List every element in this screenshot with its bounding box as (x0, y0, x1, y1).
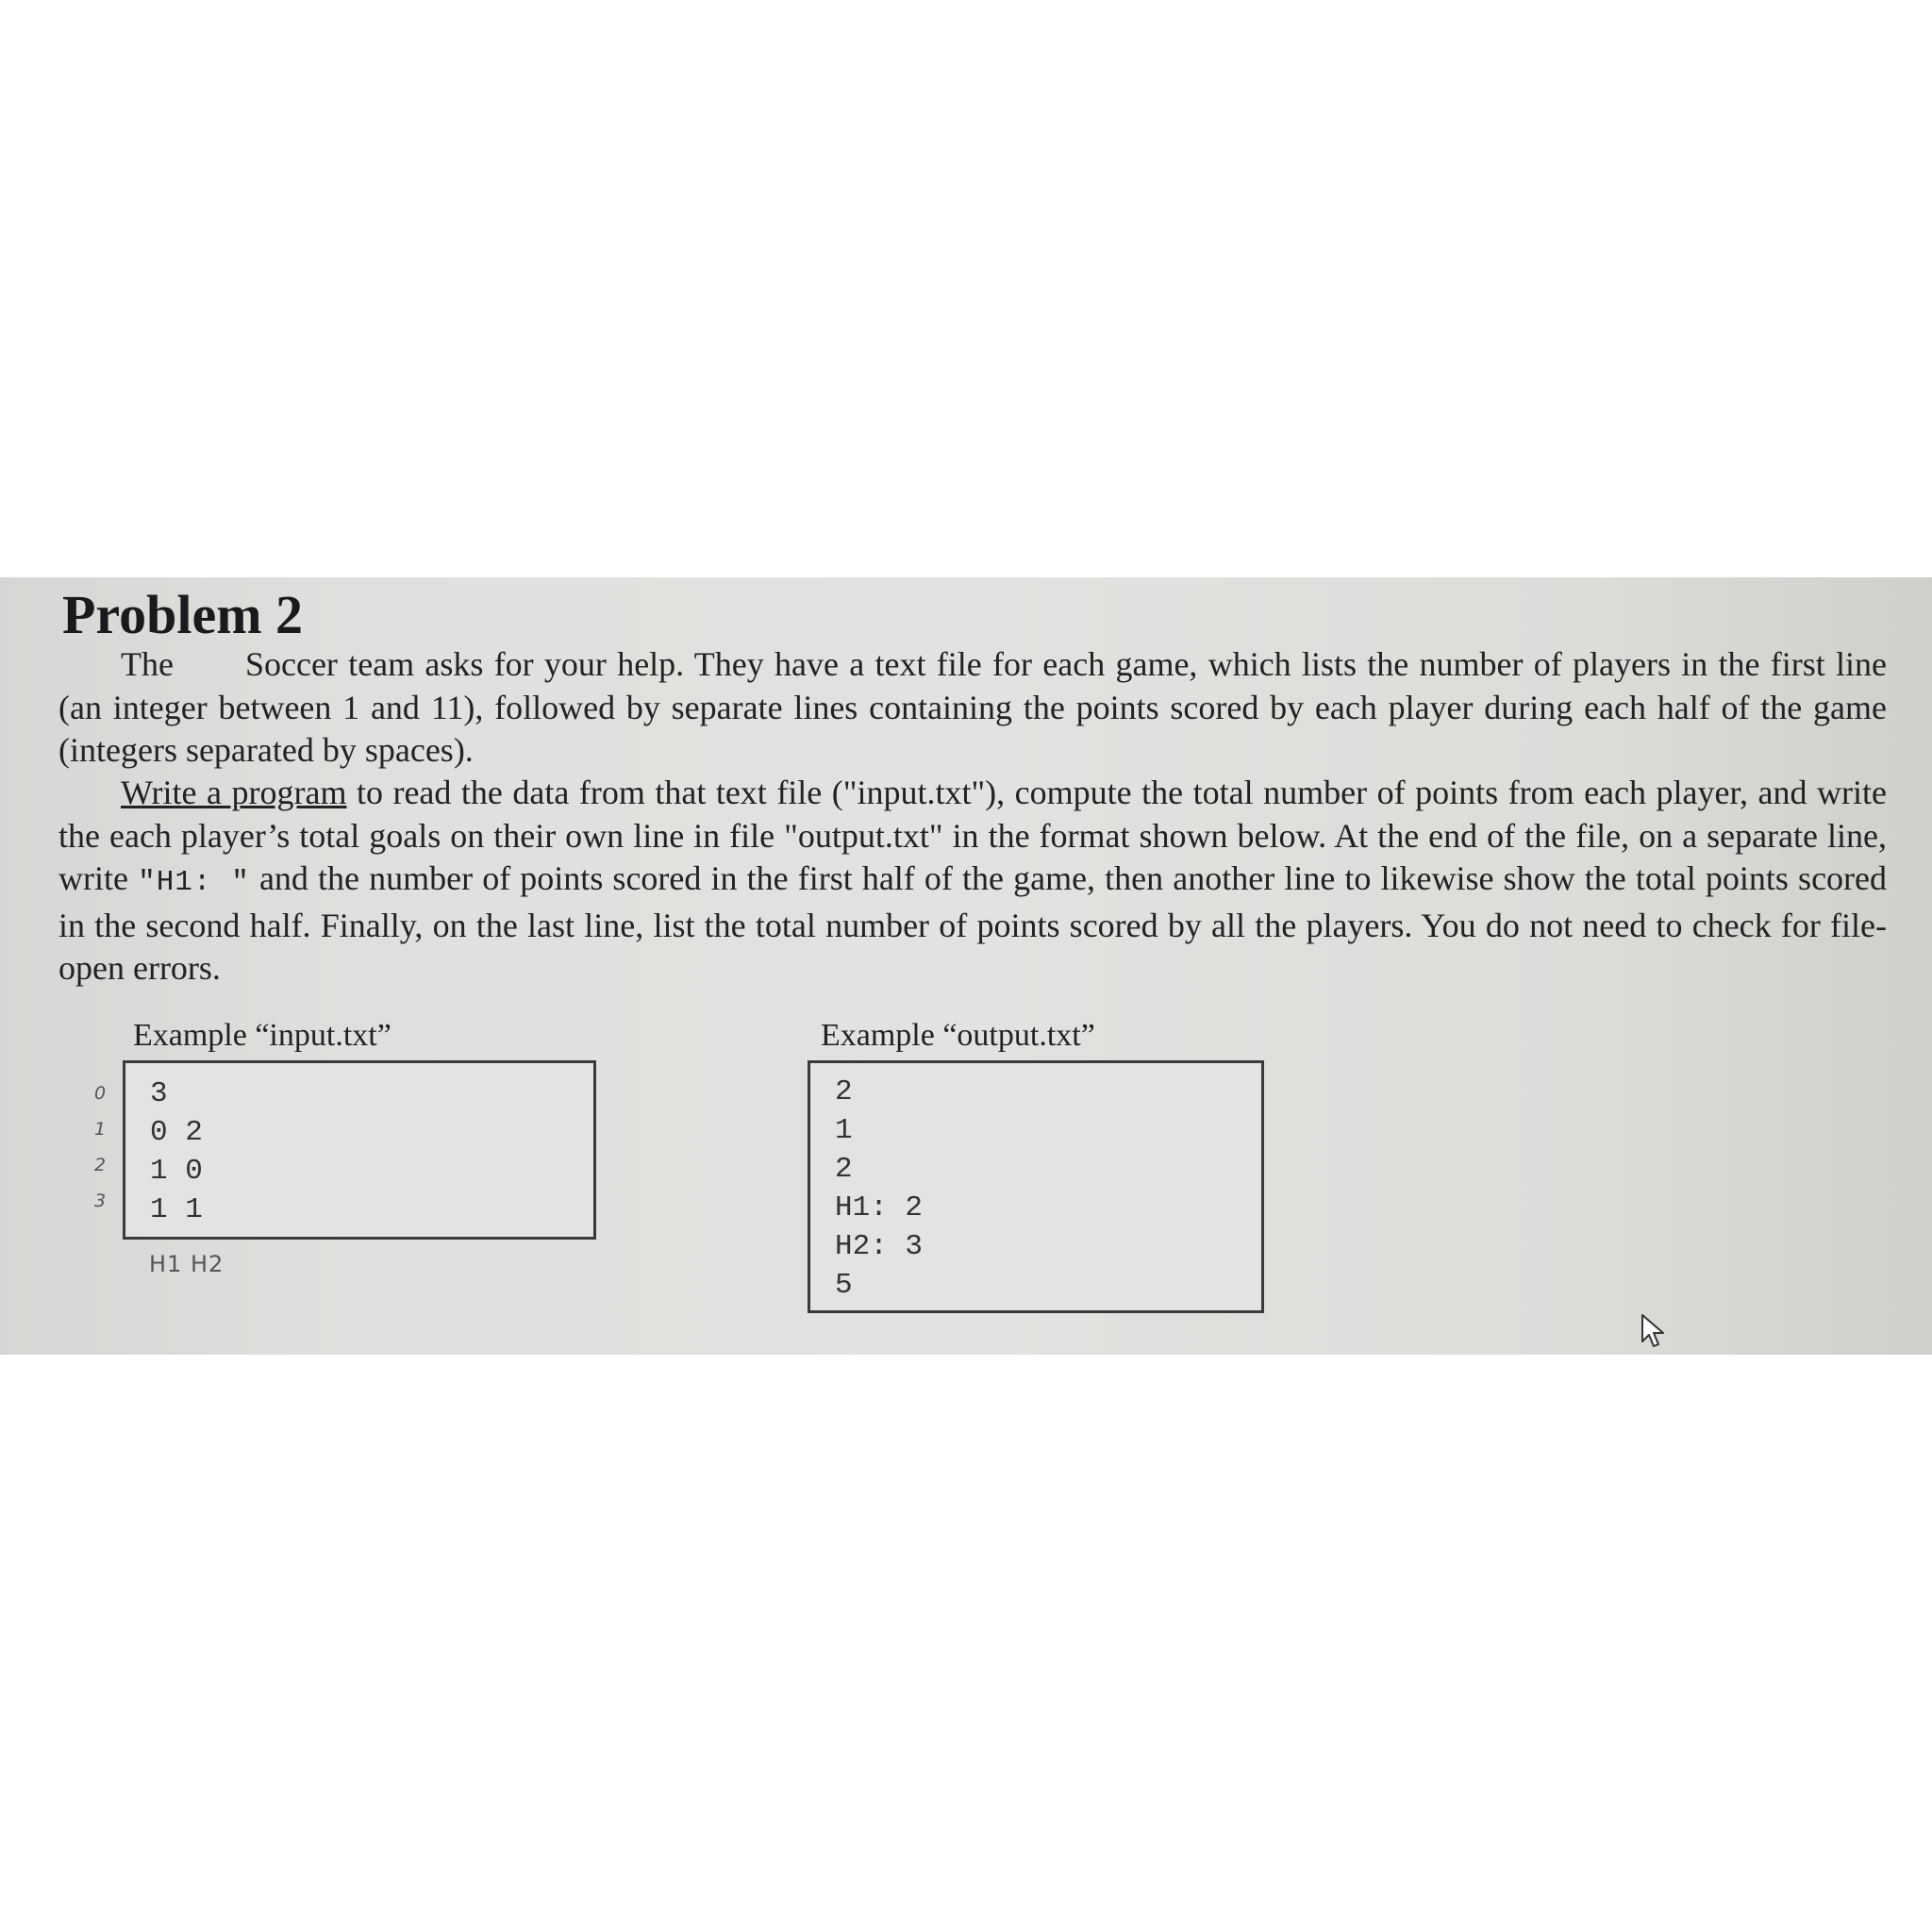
problem-title: Problem 2 (62, 584, 304, 645)
output-line: 2 (835, 1153, 853, 1186)
output-example-label: Example “output.txt” (821, 1018, 1095, 1053)
paragraph-1-text: Soccer team asks for your help. They have a text file for each game, which lists the number of players in the first line (an integer between 1 and 11), followed by separate lines containing the points scored by each player during each half of the game (integers separated by spaces). (58, 645, 1887, 769)
input-example-box (123, 1060, 596, 1240)
input-line: 1 1 (150, 1193, 203, 1226)
handwritten-half-labels: H1 H2 (149, 1251, 225, 1277)
handwritten-line-numbers (91, 1075, 109, 1219)
write-a-program-underlined: Write a program (121, 774, 347, 811)
handwritten-number: 2 (93, 1155, 107, 1175)
input-line: 0 2 (150, 1116, 203, 1149)
output-line: H1: 2 (835, 1191, 924, 1224)
paragraph-1-lead: The (121, 645, 174, 683)
paragraph-2-text-b: and the number of points scored in the first half of the game, then another line to likewise show the total points scored in the second half. Finally, on the last line, list the total number of points scored by all the players. You do not need to check for file-open errors. (58, 859, 1888, 987)
output-line: H2: 3 (835, 1230, 924, 1263)
output-example-box (808, 1060, 1264, 1313)
output-line: 1 (835, 1114, 853, 1147)
input-lines (150, 1074, 203, 1229)
handwritten-number: 1 (93, 1119, 107, 1140)
input-line: 1 0 (150, 1155, 203, 1188)
input-example-label: Example “input.txt” (133, 1018, 391, 1053)
output-lines (835, 1073, 923, 1305)
output-line: 5 (835, 1269, 853, 1302)
problem-paragraph-1 (58, 643, 1887, 773)
handwritten-number: 0 (93, 1083, 107, 1104)
problem-paragraph-2 (58, 772, 1887, 991)
output-line: 2 (835, 1075, 853, 1108)
mouse-pointer-icon (1640, 1313, 1668, 1349)
input-line: 3 (150, 1077, 168, 1110)
h1-format-code: "H1: " (138, 866, 250, 899)
handwritten-number: 3 (93, 1191, 107, 1211)
document-photo (0, 577, 1932, 1355)
paragraph-2-text-a: to read the data from that text file ("input.txt"), compute the total number of points from each player, and write the each player’s total goals on their own line in file "output.txt" in the format shown below. At the end of the file, on a separate line, write (58, 774, 1887, 897)
